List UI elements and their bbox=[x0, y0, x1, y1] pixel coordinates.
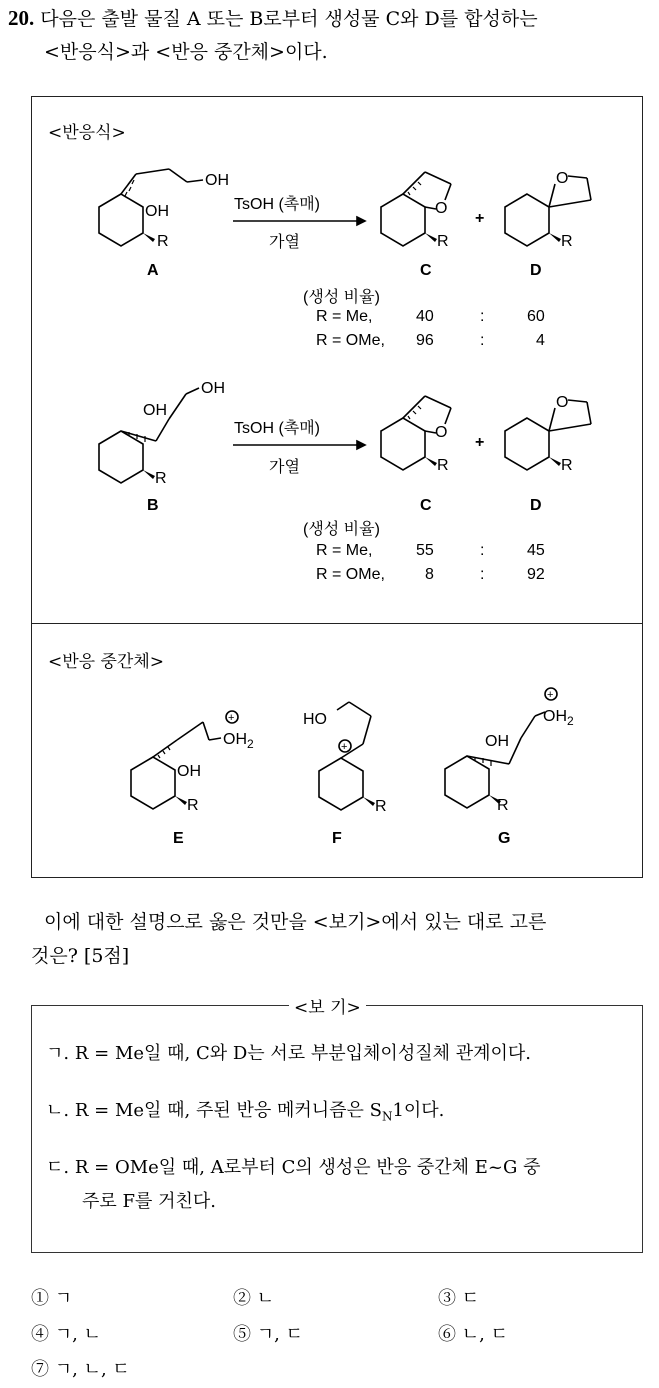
e-charge: + bbox=[228, 712, 235, 724]
question-text-2: <반응식>과 <반응 중간체>이다. bbox=[44, 41, 328, 63]
o-label-d2: O bbox=[556, 394, 569, 411]
oh-label-a: OH bbox=[145, 203, 169, 220]
plus-2: + bbox=[475, 434, 485, 451]
choice-3[interactable]: ③ ㄷ bbox=[438, 1288, 480, 1309]
e-oh: OH bbox=[177, 763, 201, 780]
oh-label-a-top: OH bbox=[205, 172, 229, 189]
plus-1: + bbox=[475, 210, 485, 227]
label-e: E bbox=[173, 830, 184, 847]
label-b: B bbox=[147, 497, 159, 514]
f-r: R bbox=[375, 798, 387, 815]
label-d-2: D bbox=[530, 497, 542, 514]
ratio-header-2: (생성 비율) bbox=[303, 521, 380, 538]
label-a: A bbox=[147, 262, 159, 279]
oh-label-b: OH bbox=[143, 402, 167, 419]
question-text-1: 다음은 출발 물질 A 또는 B로부터 생성물 C와 D를 합성하는 bbox=[40, 8, 538, 30]
e-r: R bbox=[187, 797, 199, 814]
bogi-item-3-cont: 주로 F를 거친다. bbox=[82, 1191, 216, 1212]
prompt-line-1: 이에 대한 설명으로 옳은 것만을 <보기>에서 있는 대로 고른 bbox=[44, 911, 547, 933]
choice-2[interactable]: ② ㄴ bbox=[233, 1288, 275, 1309]
label-c-2: C bbox=[420, 497, 432, 514]
question-line-1 bbox=[8, 6, 538, 31]
label-c-1: C bbox=[420, 262, 432, 279]
choice-5[interactable]: ⑤ ㄱ, ㄷ bbox=[233, 1324, 303, 1345]
ratio-header-1: (생성 비율) bbox=[303, 289, 380, 306]
g-oh: OH bbox=[485, 733, 509, 750]
g-oh2: $OH_2$ bbox=[543, 708, 574, 728]
label-g: G bbox=[498, 830, 511, 847]
r-label-a: R bbox=[157, 233, 169, 250]
f-charge: + bbox=[341, 741, 348, 753]
reagent-2: TsOH (촉매) bbox=[234, 420, 321, 437]
g-charge: + bbox=[547, 689, 554, 701]
oh-label-b-top: OH bbox=[201, 380, 225, 397]
f-ho: HO bbox=[303, 711, 327, 728]
bogi-item-1: ㄱ. R = Me일 때, C와 D는 서로 부분입체이성질체 관계이다. bbox=[46, 1043, 531, 1064]
choice-1[interactable]: ① ㄱ bbox=[31, 1288, 73, 1309]
label-f: F bbox=[332, 830, 342, 847]
r-label-c1: R bbox=[437, 233, 449, 250]
bogi-title: <보 기> bbox=[289, 993, 366, 1018]
r-label-d2: R bbox=[561, 457, 573, 474]
choice-4[interactable]: ④ ㄱ, ㄴ bbox=[31, 1324, 101, 1345]
reagent-1: TsOH (촉매) bbox=[234, 196, 321, 213]
condition-1: 가열 bbox=[269, 234, 300, 251]
r-label-d1: R bbox=[561, 233, 573, 250]
o-label-d1: O bbox=[556, 170, 569, 187]
label-d-1: D bbox=[530, 262, 542, 279]
g-r: R bbox=[497, 797, 509, 814]
prompt-line-2: 것은? [5점] bbox=[31, 945, 130, 967]
r-label-b: R bbox=[155, 470, 167, 487]
condition-2: 가열 bbox=[269, 459, 300, 476]
scheme-label: <반응식> bbox=[48, 123, 126, 143]
choice-6[interactable]: ⑥ ㄴ, ㄷ bbox=[438, 1324, 508, 1345]
question-number: 20. bbox=[8, 6, 35, 30]
o-label-c1: O bbox=[435, 200, 448, 217]
bogi-item-3: ㄷ. R = OMe일 때, A로부터 C의 생성은 반응 중간체 E~G 중 bbox=[46, 1157, 541, 1178]
e-oh2: $OH_2$ bbox=[223, 731, 254, 751]
r-label-c2: R bbox=[437, 457, 449, 474]
o-label-c2: O bbox=[435, 424, 448, 441]
bogi-item-2: ㄴ. R = Me일 때, 주된 반응 메커니즘은 $S_N1$이다. bbox=[46, 1100, 445, 1124]
cyclohexane-ring-a bbox=[99, 194, 143, 246]
intermediates-label: <반응 중간체> bbox=[48, 652, 165, 672]
choice-7[interactable]: ⑦ ㄱ, ㄴ, ㄷ bbox=[31, 1359, 130, 1380]
